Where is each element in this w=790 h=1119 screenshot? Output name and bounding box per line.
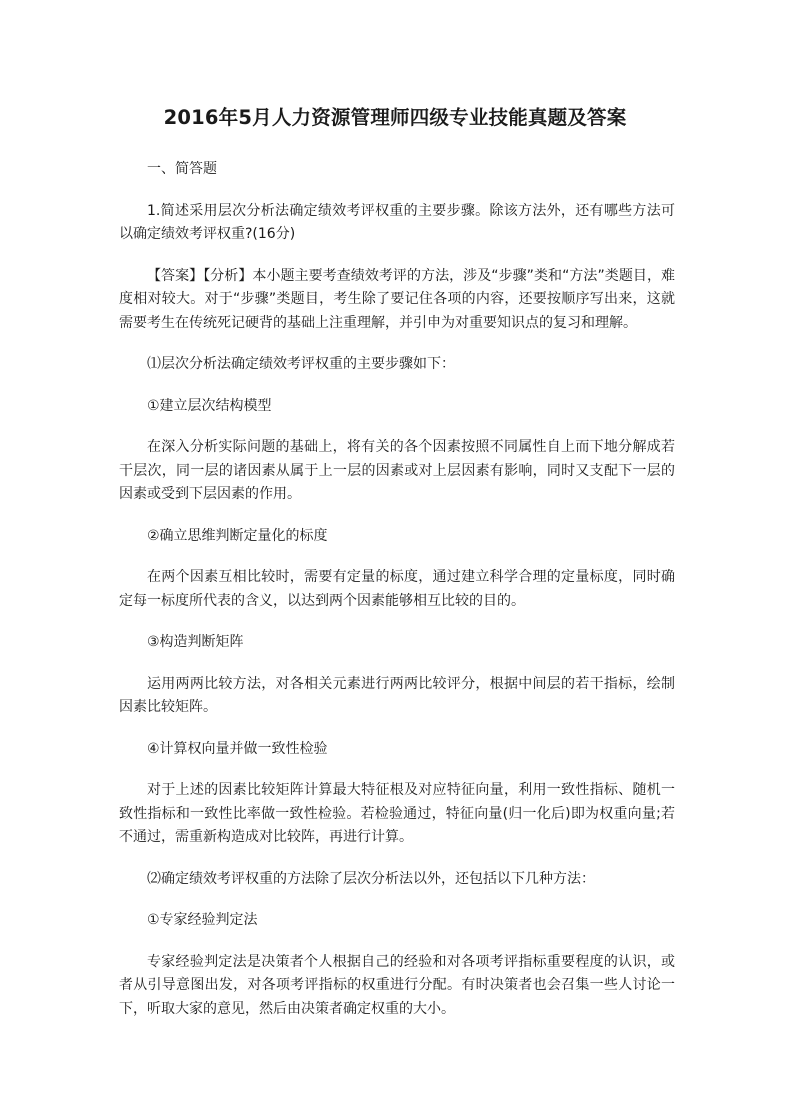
section-heading: 一、简答题 xyxy=(147,161,217,177)
document-title: 2016年5月人力资源管理师四级专业技能真题及答案 xyxy=(163,106,627,129)
step-heading-1: ①建立层次结构模型 xyxy=(147,397,272,414)
step-body-1: 在深入分析实际问题的基础上，将有关的各个因素按照不同属性自上而下地分解成若干层次，同一层的诸因素从属于上一层的因素或对上层因素有影响，同时又支配下一层的因素或受到下层因素的作用。 xyxy=(119,439,675,502)
step-body-2: 在两个因素互相比较时，需要有定量的标度，通过建立科学合理的定量标度，同时确定每一标度所代表的含义，以达到两个因素能够相互比较的目的。 xyxy=(119,569,675,609)
document-body xyxy=(119,158,675,1039)
step-body-3: 运用两两比较方法，对各相关元素进行两两比较评分，根据中间层的若干指标，绘制因素比较矩阵。 xyxy=(119,675,675,715)
question-paragraph: 1.简述采用层次分析法确定绩效考评权重的主要步骤。除该方法外，还有哪些方法可以确定绩效考评权重?(16分) xyxy=(119,202,675,242)
step-heading-2: ②确立思维判断定量化的标度 xyxy=(147,527,328,544)
step-body-4: 对于上述的因素比较矩阵计算最大特征根及对应特征向量，利用一致性指标、随机一致性指标和一致性比率做一致性检验。若检验通过，特征向量(归一化后)即为权重向量;若不通过，需重新构造成对比较阵，再进行计算。 xyxy=(119,782,675,845)
subheading-methods: ⑵确定绩效考评权重的方法除了层次分析法以外，还包括以下几种方法： xyxy=(147,870,595,887)
subheading-steps: ⑴层次分析法确定绩效考评权重的主要步骤如下： xyxy=(147,356,455,372)
method-heading-1: ①专家经验判定法 xyxy=(147,912,258,928)
step-heading-3: ③构造判断矩阵 xyxy=(147,634,244,650)
step-heading-4: ④计算权向量并做一致性检验 xyxy=(147,740,328,757)
answer-analysis-paragraph: 【答案】【分析】本小题主要考查绩效考评的方法，涉及“步骤”类和“方法”类题目，难度相对较大。对于“步骤”类题目，考生除了要记住各项的内容，还要按顺序写出来，这就需要考生在传统死记硬背的基础上注重理解，并引申为对重要知识点的复习和理解。 xyxy=(119,267,675,331)
method-body-1: 专家经验判定法是决策者个人根据自己的经验和对各项考评指标重要程度的认识，或者从引导意图出发，对各项考评指标的权重进行分配。有时决策者也会召集一些人讨论一下，听取大家的意见，然后由决策者确定权重的大小。 xyxy=(119,953,675,1017)
